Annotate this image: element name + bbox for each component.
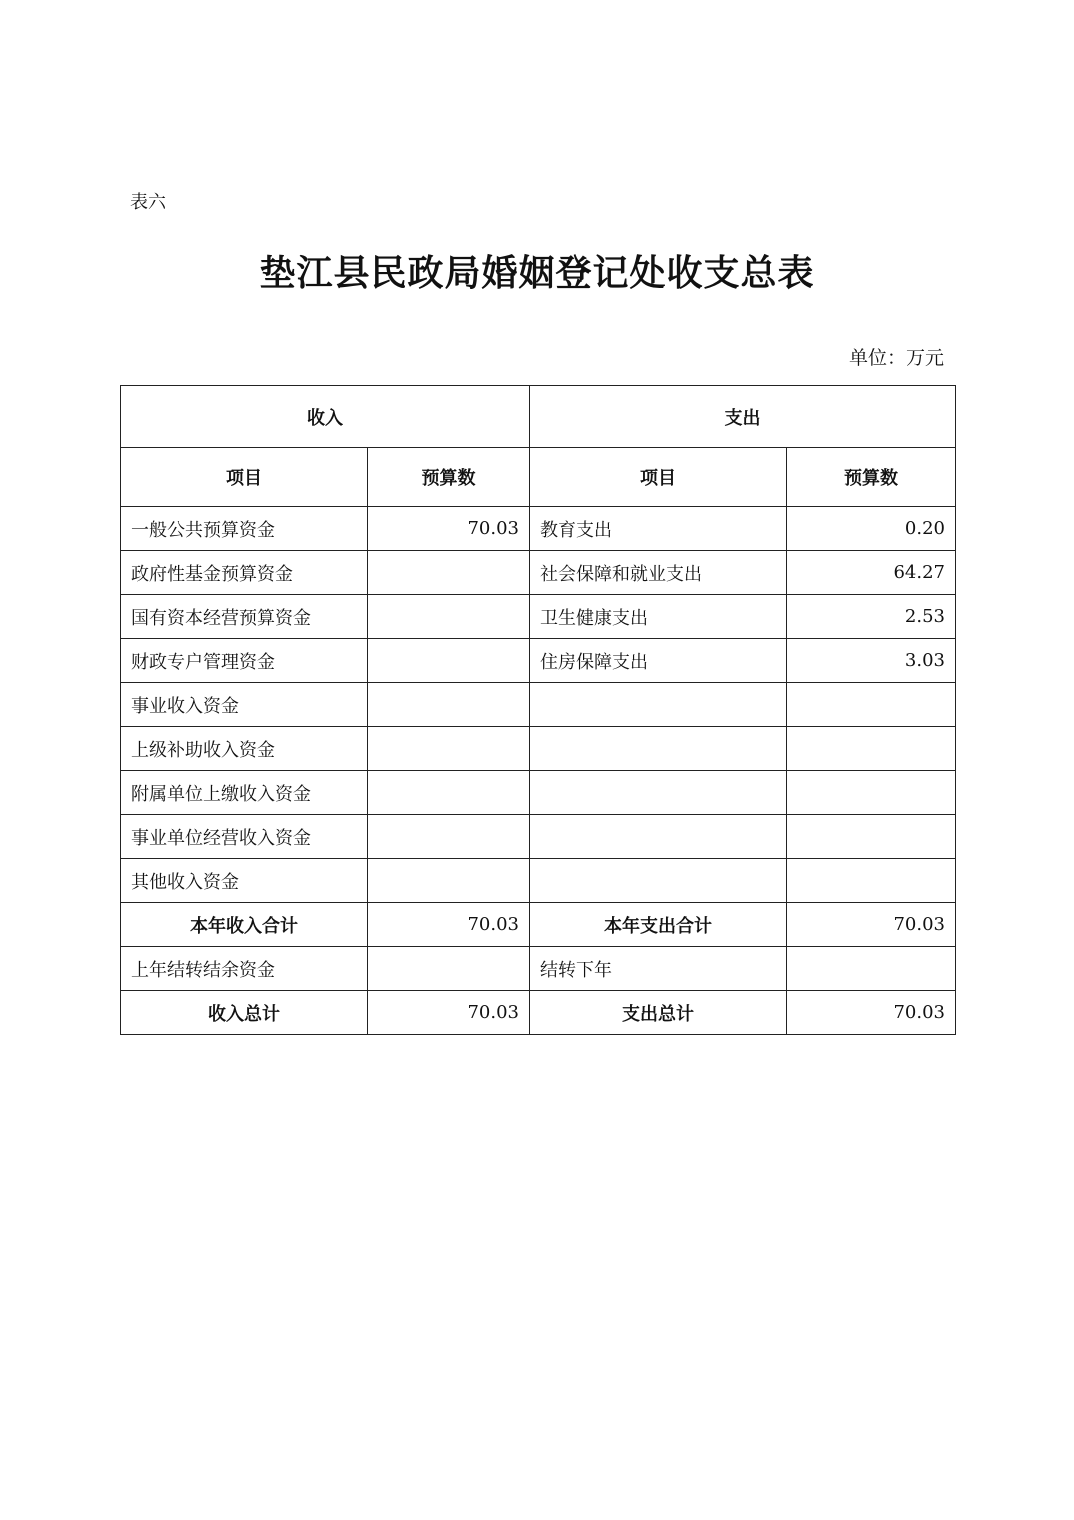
- income-value-cell: 70.03: [368, 507, 530, 551]
- table-row: [121, 727, 956, 771]
- expense-item-cell: [530, 859, 787, 903]
- table-row: [121, 551, 956, 595]
- table-row: [121, 507, 956, 551]
- page-title: 垫江县民政局婚姻登记处收支总表: [259, 252, 815, 294]
- expense-value-cell: [787, 771, 956, 815]
- expense-item-cell: 卫生健康支出: [530, 595, 787, 639]
- expense-item-cell: 结转下年: [530, 947, 787, 991]
- expense-item-header: 项目: [530, 448, 787, 507]
- income-item-cell: 一般公共预算资金: [121, 507, 368, 551]
- income-item-cell: 国有资本经营预算资金: [121, 595, 368, 639]
- expense-value-cell: 64.27: [787, 551, 956, 595]
- expense-value-cell: 70.03: [787, 903, 956, 947]
- expense-value-cell: [787, 947, 956, 991]
- income-item-cell: 附属单位上缴收入资金: [121, 771, 368, 815]
- table-row: [121, 815, 956, 859]
- income-value-cell: [368, 815, 530, 859]
- income-value-cell: [368, 639, 530, 683]
- income-item-header: 项目: [121, 448, 368, 507]
- group-header-row: [121, 386, 956, 448]
- expense-value-cell: [787, 683, 956, 727]
- expense-item-cell: 社会保障和就业支出: [530, 551, 787, 595]
- table-number-label: 表六: [130, 192, 166, 213]
- income-value-cell: [368, 947, 530, 991]
- table-row: [121, 595, 956, 639]
- table-row: [121, 947, 956, 991]
- expense-group-header: 支出: [530, 386, 956, 448]
- expense-value-cell: 3.03: [787, 639, 956, 683]
- income-item-cell: 事业收入资金: [121, 683, 368, 727]
- expense-value-cell: [787, 859, 956, 903]
- income-item-cell: 其他收入资金: [121, 859, 368, 903]
- income-item-cell: 事业单位经营收入资金: [121, 815, 368, 859]
- table-row: [121, 683, 956, 727]
- income-item-cell: 政府性基金预算资金: [121, 551, 368, 595]
- income-value-cell: [368, 595, 530, 639]
- expense-budget-header: 预算数: [787, 448, 956, 507]
- expense-item-cell: 支出总计: [530, 991, 787, 1035]
- income-value-cell: 70.03: [368, 903, 530, 947]
- table-row: [121, 771, 956, 815]
- expense-item-cell: 本年支出合计: [530, 903, 787, 947]
- income-value-cell: 70.03: [368, 991, 530, 1035]
- income-value-cell: [368, 727, 530, 771]
- income-group-header: 收入: [121, 386, 530, 448]
- table-row: [121, 639, 956, 683]
- expense-item-cell: [530, 771, 787, 815]
- income-item-cell: 本年收入合计: [121, 903, 368, 947]
- table-row: [121, 903, 956, 947]
- income-value-cell: [368, 683, 530, 727]
- expense-item-cell: [530, 683, 787, 727]
- expense-item-cell: 住房保障支出: [530, 639, 787, 683]
- table-row: [121, 991, 956, 1035]
- income-item-cell: 上级补助收入资金: [121, 727, 368, 771]
- table-row: [121, 859, 956, 903]
- column-header-row: [121, 448, 956, 507]
- expense-item-cell: 教育支出: [530, 507, 787, 551]
- expense-value-cell: 0.20: [787, 507, 956, 551]
- expense-item-cell: [530, 815, 787, 859]
- income-value-cell: [368, 859, 530, 903]
- income-item-cell: 财政专户管理资金: [121, 639, 368, 683]
- income-item-cell: 上年结转结余资金: [121, 947, 368, 991]
- income-budget-header: 预算数: [368, 448, 530, 507]
- expense-value-cell: [787, 727, 956, 771]
- income-value-cell: [368, 771, 530, 815]
- expense-value-cell: 70.03: [787, 991, 956, 1035]
- expense-value-cell: 2.53: [787, 595, 956, 639]
- unit-label: 单位：万元: [848, 347, 944, 369]
- income-item-cell: 收入总计: [121, 991, 368, 1035]
- expense-value-cell: [787, 815, 956, 859]
- budget-summary-table: [120, 385, 956, 1035]
- income-value-cell: [368, 551, 530, 595]
- expense-item-cell: [530, 727, 787, 771]
